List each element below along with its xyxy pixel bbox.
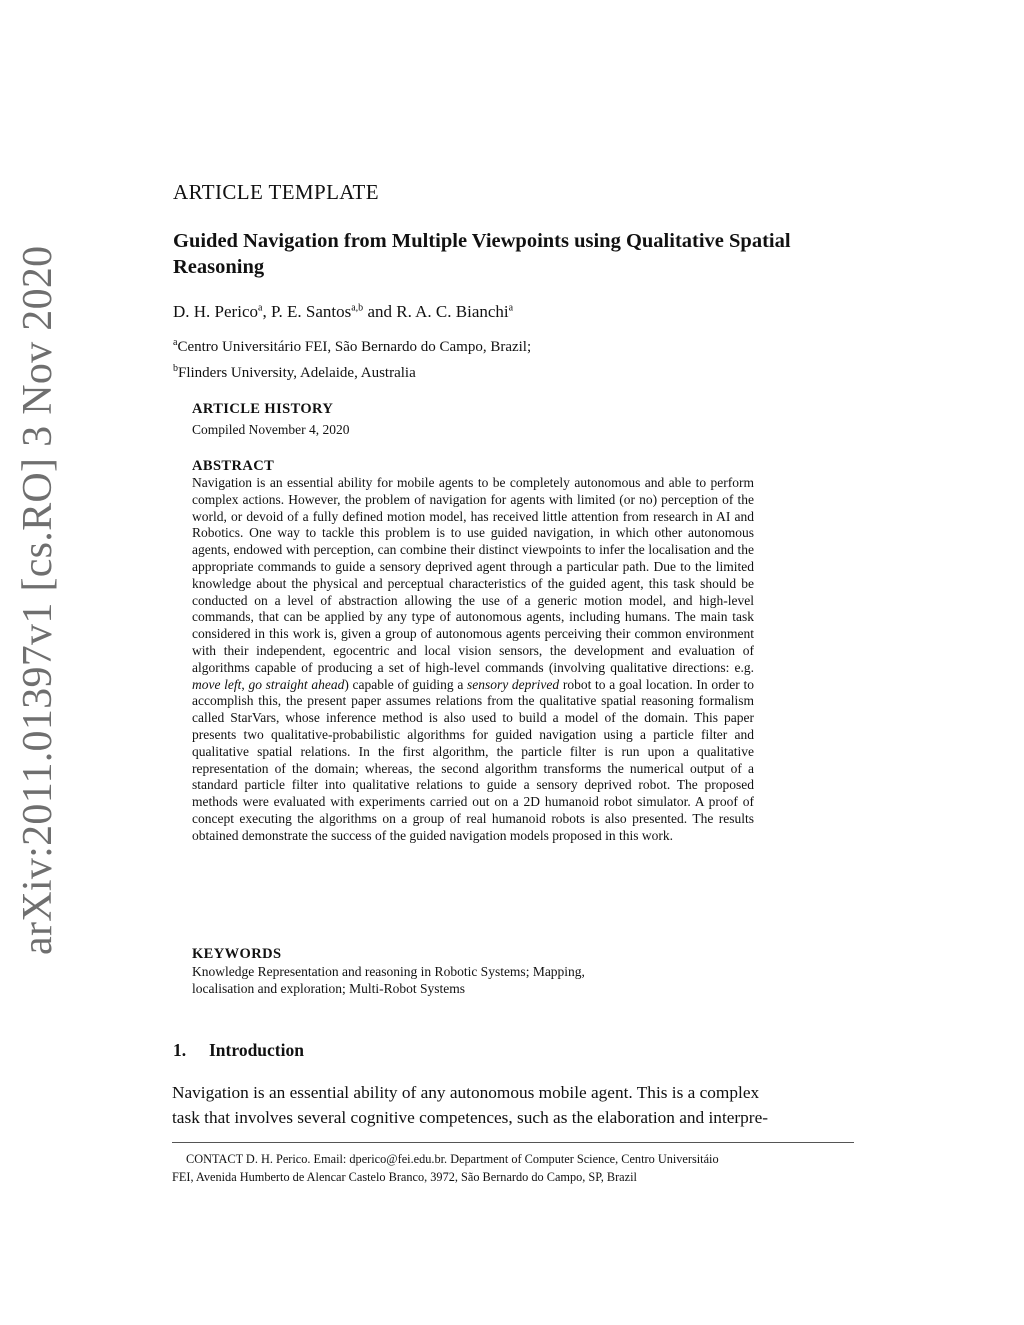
- affiliations: [173, 332, 531, 384]
- abstract-body: [192, 475, 754, 845]
- author-name: D. H. Perico: [173, 302, 258, 321]
- footnote-line: CONTACT D. H. Perico. Email: dperico@fei.edu.br. Department of Computer Science, Centro Universitáio: [186, 1152, 719, 1166]
- body-line: task that involves several cognitive competences, such as the elaboration and interpre-: [172, 1108, 768, 1127]
- author-separator: and: [363, 302, 397, 321]
- abstract-emphasis: move left: [192, 676, 242, 692]
- author-list: [173, 302, 513, 322]
- introduction-paragraph: [172, 1080, 854, 1130]
- affiliation-text: Flinders University, Adelaide, Australia: [178, 365, 416, 381]
- keywords-heading: KEYWORDS: [192, 946, 282, 962]
- contact-footnote: [172, 1150, 857, 1186]
- abstract-text: Navigation is an essential ability for mobile agents to be completely autonomous and able to perform complex actions. However, the problem of navigation for agents with limited (or no) perception of the world, or devoid of a fully defined motion model, has received little attention from research in AI and Robotics. One way to tackle this problem is to use guided navigation, in which other autonomous agents, endowed with perception, can combine their distinct viewpoints to infer the localisation and the appropriate commands to guide a sensory deprived agent through a particular path. Due to the limited knowledge about the physical and perceptual characteristics of the guided agent, this task should be conducted on a level of abstraction allowing the use of a generic motion model, and high-level commands, that can be applied by any type of autonomous agents, including humans. The main task considered in this work is, given a group of autonomous agents perceiving their common environment with their independent, egocentric and local vision sensors, the development and evaluation of algorithms capable of producing a set of high-level commands (involving qualitative directions: e.g.: [192, 475, 754, 675]
- article-template-label: ARTICLE TEMPLATE: [173, 180, 379, 204]
- keywords-line: localisation and exploration; Multi-Robot Systems: [192, 980, 465, 996]
- paper-title: Guided Navigation from Multiple Viewpoints using Qualitative Spatial Reasoning: [173, 230, 791, 278]
- abstract-text: ,: [241, 676, 249, 692]
- body-line: Navigation is an essential ability of any autonomous mobile agent. This is a complex: [172, 1083, 760, 1102]
- footnote-line: FEI, Avenida Humberto de Alencar Castelo Branco, 3972, São Bernardo do Campo, SP, Brazil: [172, 1170, 637, 1184]
- article-history-heading: ARTICLE HISTORY: [192, 401, 334, 417]
- affiliation: [173, 332, 531, 358]
- abstract-text: ) capable of guiding a: [344, 676, 467, 692]
- affiliation-mark: a: [173, 337, 178, 348]
- affiliation-text: Centro Universitário FEI, São Bernardo do Campo, Brazil;: [177, 339, 532, 355]
- footnote-rule: [172, 1142, 854, 1143]
- author-name: R. A. C. Bianchi: [396, 302, 509, 321]
- keywords-line: Knowledge Representation and reasoning in Robotic Systems; Mapping,: [192, 964, 585, 979]
- author-affil-mark: a,b: [351, 302, 364, 314]
- abstract-emphasis: sensory deprived: [467, 676, 560, 692]
- abstract-text: robot to a goal location. In order to accomplish this, the present paper assumes relations from the qualitative spatial reasoning formalism called StarVars, whose inference method is also used to build a model of the domain. This paper presents two qualitative-probabilistic algorithms for guided navigation using a particle filter and qualitative spatial relations. In the first algorithm, the particle filter is run upon a qualitative representation of the domain; whereas, the second algorithm transforms the numerical output of a standard particle filter into qualitative relations to guide a sensory deprived robot. The proposed methods were evaluated with experiments carried out on a 2D humanoid robot simulator. A proof of concept executing the algorithms on a group of real humanoid robots is also presented. The results obtained demonstrate the success of the guided navigation models proposed in this work.: [192, 676, 754, 843]
- author-name: P. E. Santos: [270, 302, 352, 321]
- keywords-list: [192, 964, 585, 998]
- author-affil-mark: a: [508, 302, 514, 314]
- author-affil-mark: a: [257, 302, 263, 314]
- abstract-emphasis: go straight ahead: [248, 676, 345, 692]
- section-number: 1.: [173, 1040, 187, 1060]
- section-heading-introduction: [173, 1040, 304, 1061]
- compiled-date: Compiled November 4, 2020: [192, 422, 350, 437]
- section-title: Introduction: [209, 1040, 304, 1060]
- abstract-heading: ABSTRACT: [192, 458, 275, 474]
- author-separator: ,: [262, 302, 271, 321]
- affiliation-mark: b: [173, 363, 178, 374]
- affiliation: [173, 358, 531, 384]
- arxiv-identifier: arXiv:2011.01397v1 [cs.RO] 3 Nov 2020: [15, 245, 61, 955]
